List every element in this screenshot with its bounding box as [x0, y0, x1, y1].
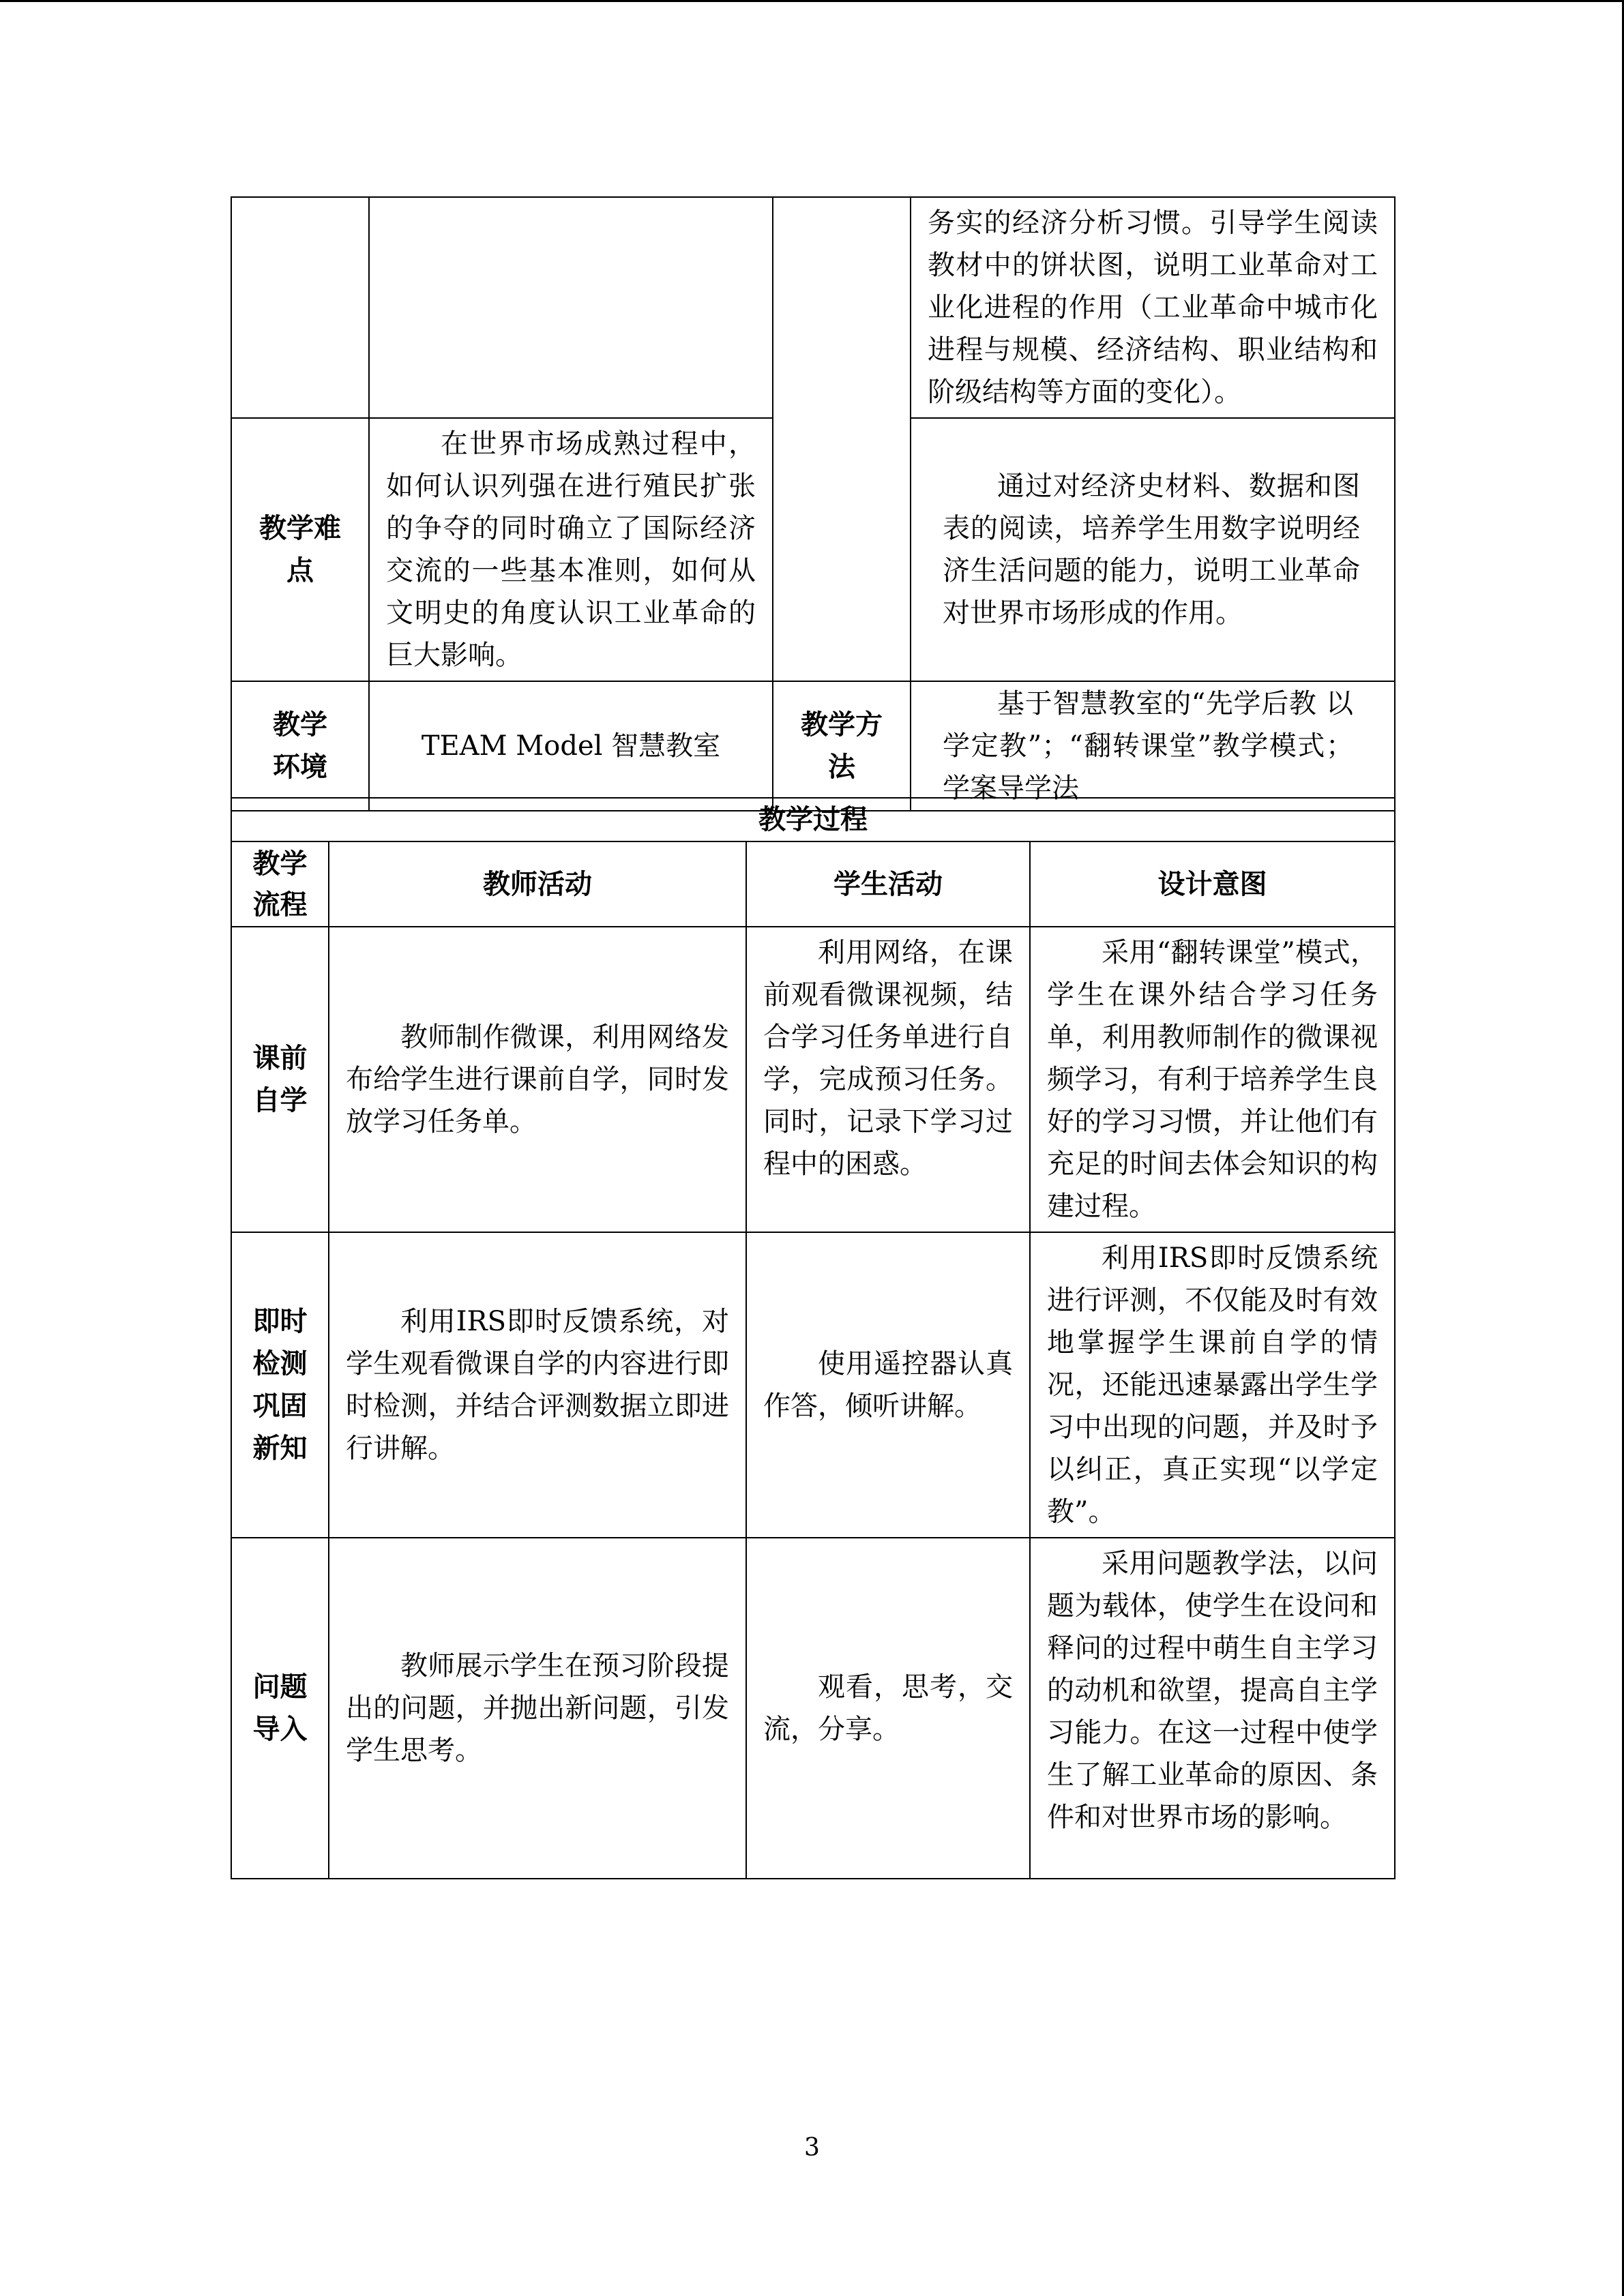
- goal-continuation-text: 务实的经济分析习惯。引导学生阅读教材中的饼状图，说明工业革命对工业化进程的作用（工业革命中城市化进程与规模、经济结构、职业结构和阶级结构等方面的变化）。: [928, 207, 1378, 408]
- header-cell-stage: [231, 841, 329, 927]
- teacher-cell: [329, 927, 746, 1232]
- stage-label: 问题导入: [252, 1671, 308, 1745]
- difficulty-text-cell: [369, 418, 773, 681]
- stage-cell: [231, 927, 329, 1232]
- student-activity: 利用网络，在课前观看微课视频，结合学习任务单进行自学，完成预习任务。同时，记录下学习过程中的困惑。: [763, 937, 1013, 1180]
- stage-cell: [231, 1538, 329, 1879]
- teacher-activity: 教师制作微课，利用网络发布给学生进行课前自学，同时发放学习任务单。: [346, 1022, 729, 1137]
- difficulty-text: 在世界市场成熟过程中，如何认识列强在进行殖民扩张的争夺的同时确立了国际经济交流的一些基本准则，如何从文明史的角度认识工业革命的巨大影响。: [386, 428, 756, 671]
- design-intent: 采用“翻转课堂”模式，学生在课外结合学习任务单，利用教师制作的微课视频学习，有利于培养学生良好的学习习惯，并让他们有充足的时间去体会知识的构建过程。: [1047, 937, 1378, 1222]
- difficulty-goal-cell: [911, 418, 1395, 681]
- table-row: [231, 1538, 1395, 1879]
- method-label: 教学方法: [801, 709, 883, 783]
- header-cell-teacher: [329, 841, 746, 927]
- header-cell-student: [746, 841, 1030, 927]
- empty-label-cell: [231, 197, 369, 418]
- lesson-plan-upper-table: [231, 196, 1396, 811]
- teacher-cell: [329, 1232, 746, 1538]
- goal-continuation-cell: [911, 197, 1395, 418]
- empty-goal-label-cell: [773, 197, 911, 681]
- teacher-activity: 利用IRS即时反馈系统，对学生观看微课自学的内容进行即时检测，并结合评测数据立即进行讲解。: [346, 1306, 729, 1464]
- design-cell: [1030, 1538, 1395, 1879]
- student-cell: [746, 927, 1030, 1232]
- process-title: 教学过程: [758, 804, 868, 835]
- design-cell: [1030, 1232, 1395, 1538]
- difficulty-label: 教学难点: [259, 513, 341, 586]
- header-teacher: 教师活动: [483, 868, 592, 900]
- student-cell: [746, 1538, 1030, 1879]
- env-value: TEAM Model 智慧教室: [421, 730, 721, 762]
- method-value: 基于智慧教室的“先学后教 以学定教”；“翻转课堂”教学模式；学案导学法: [943, 688, 1353, 804]
- student-activity: 使用遥控器认真作答，倾听讲解。: [763, 1348, 1013, 1422]
- empty-content-cell: [369, 197, 773, 418]
- design-intent: 采用问题教学法，以问题为载体，使学生在设问和释问的过程中萌生自主学习的动机和欲望，提高自主学习能力。在这一过程中使学生了解工业革命的原因、条件和对世界市场的影响。: [1047, 1548, 1378, 1833]
- stage-label: 课前自学: [252, 1043, 308, 1116]
- header-student: 学生活动: [833, 868, 943, 900]
- design-cell: [1030, 927, 1395, 1232]
- table-row: [231, 927, 1395, 1232]
- teacher-cell: [329, 1538, 746, 1879]
- difficulty-label-cell: [231, 418, 369, 681]
- student-activity: 观看，思考，交流，分享。: [763, 1671, 1013, 1745]
- table-row: [231, 1232, 1395, 1538]
- teaching-process-table: [231, 797, 1396, 1879]
- difficulty-goal-text: 通过对经济史材料、数据和图表的阅读，培养学生用数字说明经济生活问题的能力，说明工业革命对世界市场形成的作用。: [943, 471, 1360, 629]
- stage-label: 即时检测巩固新知: [252, 1306, 308, 1464]
- process-title-cell: [231, 798, 1395, 841]
- stage-cell: [231, 1232, 329, 1538]
- env-value-cell: [369, 681, 773, 811]
- student-cell: [746, 1232, 1030, 1538]
- header-cell-design: [1030, 841, 1395, 927]
- header-stage: 教学流程: [252, 848, 308, 921]
- teacher-activity: 教师展示学生在预习阶段提出的问题，并抛出新问题，引发学生思考。: [346, 1650, 729, 1766]
- env-label-cell: [231, 681, 369, 811]
- method-label-cell: [773, 681, 911, 811]
- env-label: 教学环境: [273, 709, 327, 783]
- header-design: 设计意图: [1157, 868, 1267, 900]
- design-intent: 利用IRS即时反馈系统进行评测，不仅能及时有效地掌握学生课前自学的情况，还能迅速暴露出学生学习中出现的问题，并及时予以纠正，真正实现“以学定教”。: [1047, 1242, 1378, 1527]
- top-border-line: [0, 0, 1624, 2]
- page-number: 3: [804, 2134, 820, 2162]
- method-value-cell: [911, 681, 1395, 811]
